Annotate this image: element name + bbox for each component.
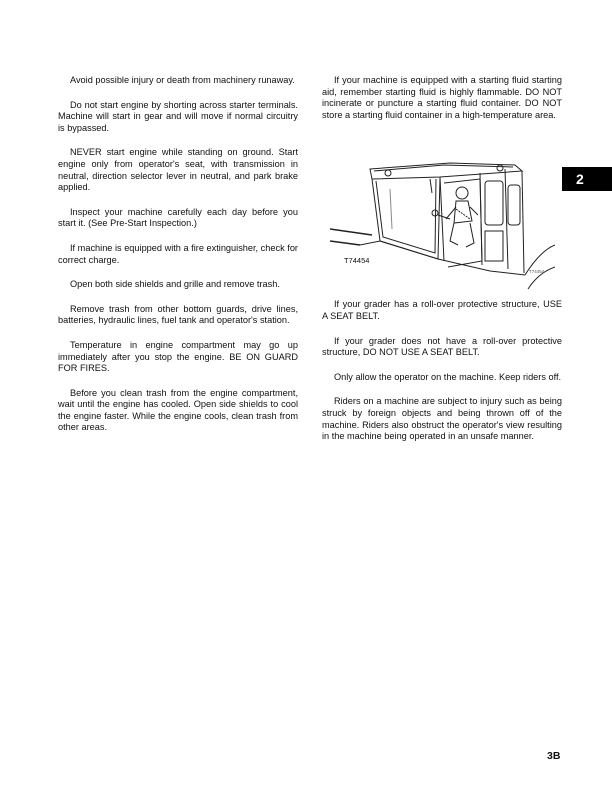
paragraph-fire-extinguisher: If machine is equipped with a fire extinguisher, check for correct charge. [58,242,298,265]
paragraph-runaway: Avoid possible injury or death from machinery runaway. [70,75,295,85]
page-number: 3B [547,750,561,762]
paragraph-starting-fluid: If your machine is equipped with a starting fluid starting aid, remember starting fluid is highly flammable. DO NOT incinerate or puncture a starting fluid container. DO NOT store a starting fluid container in a high-temperature area. [322,75,562,120]
paragraph-riders-off: Only allow the operator on the machine. Keep riders off. [334,371,562,382]
paragraph-clean-trash: Before you clean trash from the engine compartment, wait until the engine has cooled. Open side shields to cool the engine faster. While the engine cools, clean trash from other areas. [58,387,298,433]
paragraph-never-start-ground: NEVER start engine while standing on ground. Start engine only from operator's seat, with transmission in neutral, direction selector lever in neutral, and park brake applied. [58,147,298,193]
paragraph-side-shields: Open both side shields and grille and remove trash. [70,279,280,290]
paragraph-bottom-guards: Remove trash from other bottom guards, drive lines, batteries, hydraulic lines, fuel tank and operator's station. [58,303,298,326]
paragraph-starter-terminals: Do not start engine by shorting across starter terminals. Machine will start in gear and will move if normal circuitry is bypassed. [58,99,298,133]
paragraph-inspect-daily: Inspect your machine carefully each day before you start it. (See Pre-Start Inspection.) [58,206,298,229]
paragraph-engine-temperature: Temperature in engine compartment may go up immediately after you stop the engine. BE ON GUARD FOR FIRES. [58,339,298,374]
paragraph-rops-seat-belt: If your grader has a roll-over protective structure, USE A SEAT BELT. [322,299,562,321]
grader-cab-illustration [330,149,555,295]
right-column [322,75,562,456]
left-column [58,75,298,447]
figure-label-small: T74454 [529,269,545,275]
paragraph-riders-injury: Riders on a machine are subject to injury such as being struck by foreign objects and being thrown off of the machine. Riders also obstruct the operator's view resulting in the machine being operated in an unsafe manner. [322,396,562,442]
grader-cab-figure [330,149,555,295]
paragraph-no-rops: If your grader does not have a roll-over protective structure, DO NOT USE A SEAT BELT. [322,335,562,358]
figure-label: T74454 [344,256,370,266]
section-tab: 2 [562,167,612,191]
